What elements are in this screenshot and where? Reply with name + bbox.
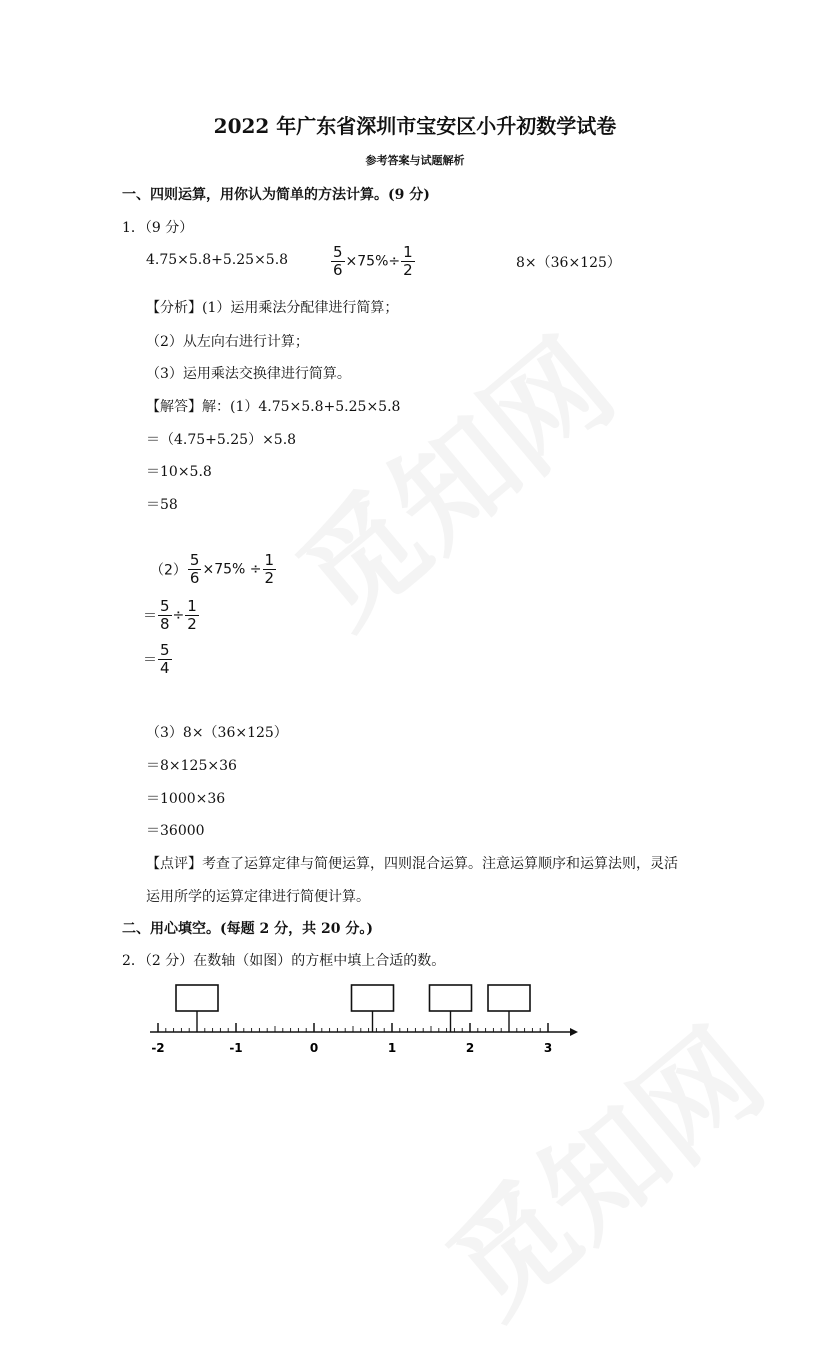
answer-2-line-2: ＝ $\frac{5}{8}$ ÷ $\frac{1}{2}$ [143,597,197,633]
tick-label: 1 [387,1041,397,1055]
question-1-label: 1．（9 分） [122,220,194,236]
watermark [257,294,643,657]
number-line-ticks [158,1023,548,1032]
section-1-heading: 一、四则运算，用你认为简单的方法计算。(9 分) [122,187,430,203]
fraction: $\frac{5}{6}$ [189,551,200,587]
answer-step: ＝8×125×36 [146,758,237,774]
tick-label: -2 [151,1041,165,1055]
answer-box[interactable] [430,985,472,1011]
comment-line: 【点评】考查了运算定律与简便运算，四则混合运算。注意运算顺序和运算法则，灵活 [146,856,678,872]
answer-step: ＝36000 [146,823,205,839]
q1-expression-1: 4.75×5.8+5.25×5.8 [146,252,289,268]
answer-step: ＝10×5.8 [146,464,212,480]
fraction: $\frac{1}{2}$ [264,551,275,587]
answer-box[interactable] [488,985,530,1011]
answer-box[interactable] [176,985,218,1011]
q1-expression-3: 8×（36×125） [516,255,621,271]
answer-step: ＝1000×36 [146,791,226,807]
fraction: $\frac{5}{6}$ [333,243,343,279]
analysis-line: 【分析】(1）运用乘法分配律进行简算； [146,300,399,316]
arrow-head-icon [570,1028,578,1036]
fraction: $\frac{1}{2}$ [403,243,413,279]
answer-heading: 【解答】解：(1）4.75×5.8+5.25×5.8 [146,399,401,415]
q1-expression-2: $\frac{5}{6}$ ×75%÷ $\frac{1}{2}$ [333,243,413,279]
question-2-text: 2．（2 分）在数轴（如图）的方框中填上合适的数。 [122,953,446,969]
answer-box[interactable] [352,985,394,1011]
answer-step: ＝（4.75+5.25）×5.8 [146,432,297,448]
section-2-heading: 二、用心填空。(每题 2 分，共 20 分。) [122,921,373,937]
answer-2-line-1: （2） $\frac{5}{6}$ ×75% ÷ $\frac{1}{2}$ [150,551,275,587]
number-line-labels [151,1041,552,1055]
answer-2-line-3: ＝ $\frac{5}{4}$ [143,641,170,677]
tick-label: -1 [229,1041,243,1055]
answer-boxes [176,985,530,1032]
number-line-figure [140,980,590,1060]
answer-step: （3）8×（36×125） [146,725,288,741]
tick-label: 2 [465,1041,475,1055]
fraction: $\frac{1}{2}$ [187,597,197,633]
analysis-line: （3）运用乘法交换律进行简算。 [146,366,351,382]
analysis-line: （2）从左向右进行计算； [146,334,309,350]
comment-line: 运用所学的运算定律进行简便计算。 [146,889,370,905]
tick-label: 3 [543,1041,553,1055]
tick-label: 0 [309,1041,319,1055]
fraction: $\frac{5}{4}$ [160,641,170,677]
answer-step: ＝58 [146,497,178,513]
page-subtitle: 参考答案与试题解析 [365,154,465,167]
fraction: $\frac{5}{8}$ [160,597,170,633]
page-title: 2022 年广东省深圳市宝安区小升初数学试卷 [213,114,617,138]
